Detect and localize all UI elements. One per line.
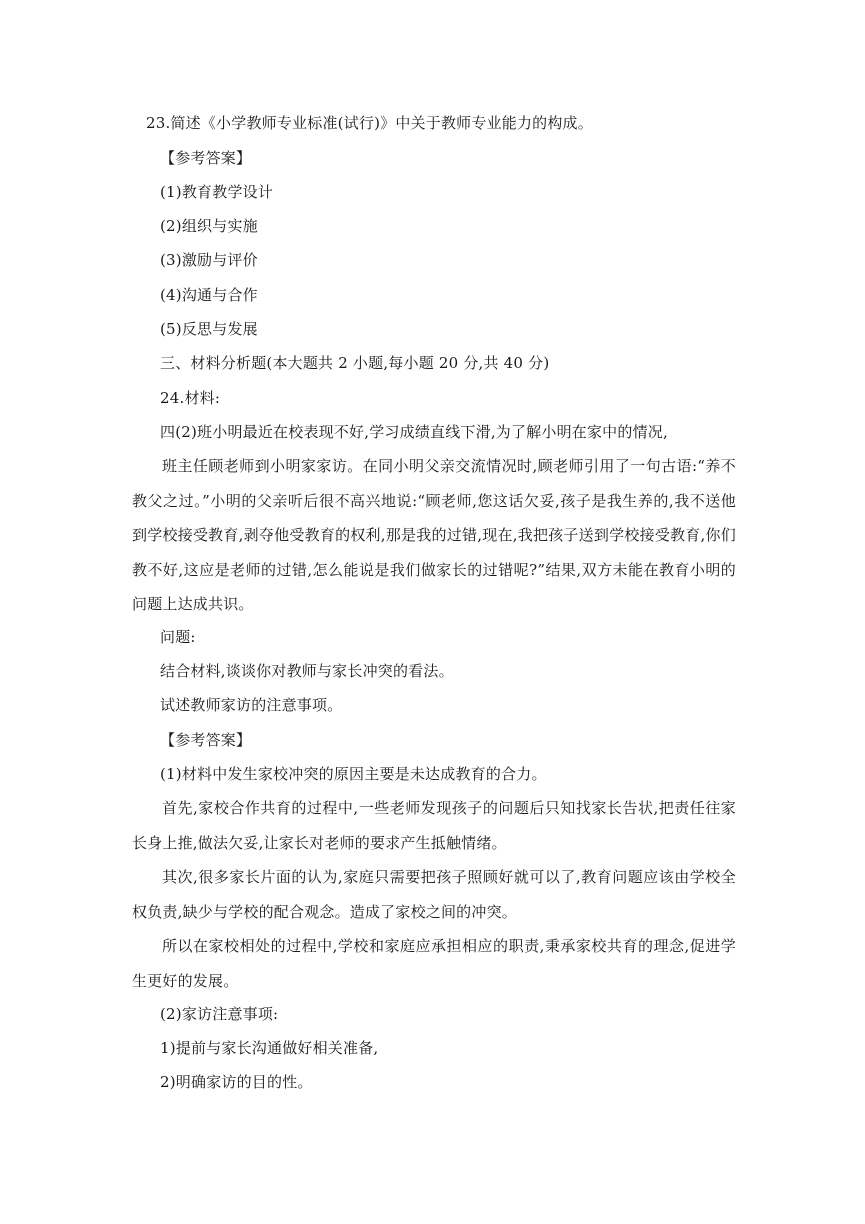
question-item: 结合材料,谈谈你对教师与家长冲突的看法。 [160,662,454,680]
section-heading: 三、材料分析题(本大题共 2 小题,每小题 20 分,共 40 分) [160,354,550,372]
list-item: (5)反思与发展 [160,320,258,338]
answer-1-title: (1)材料中发生家校冲突的原因主要是未达成教育的合力。 [160,765,547,783]
list-item: (2)组织与实施 [160,217,258,235]
list-item: (3)激励与评价 [160,251,258,269]
list-item: 2)明确家访的目的性。 [160,1073,313,1091]
answer-paragraph: 其次,很多家长片面的认为,家庭只需要把孩子照顾好就可以了,教育问题应该由学校全权负责,缺少与学校的配合观念。造成了家校之间的冲突。 [132,868,736,921]
list-item: 1)提前与家长沟通做好相关准备, [160,1039,379,1057]
material-line: 四(2)班小明最近在校表现不好,学习成绩直线下滑,为了解小明在家中的情况, [160,423,668,441]
answer-paragraph: 所以在家校相处的过程中,学校和家庭应承担相应的职责,秉承家校共育的理念,促进学生更好的发展。 [132,937,736,990]
answer-label: 【参考答案】 [160,149,252,167]
question-item: 试述教师家访的注意事项。 [160,696,343,714]
answer-label: 【参考答案】 [160,731,252,749]
answer-paragraph: 首先,家校合作共育的过程中,一些老师发现孩子的问题后只知找家长告状,把责任往家长身上推,做法欠妥,让家长对老师的要求产生抵触情绪。 [132,799,736,852]
answer-2-title: (2)家访注意事项: [160,1005,279,1023]
list-item: (4)沟通与合作 [160,286,258,304]
question-23-title: 23.简述《小学教师专业标准(试行)》中关于教师专业能力的构成。 [146,114,593,132]
list-item: (1)教育教学设计 [160,183,274,201]
material-paragraph: 班主任顾老师到小明家家访。在同小明父亲交流情况时,顾老师引用了一句古语:“养不教父之过。”小明的父亲听后很不高兴地说:“顾老师,您这话欠妥,孩子是我生养的,我不送他到学校接受教育,剥夺他受教育的权利,那是我的过错,现在,我把孩子送到学校接受教育,你们教不好,这应是老师的过错,怎么能说是我们做家长的过错呢?”结果,双方未能在教育小明的问题上达成共识。 [132,457,736,613]
question-label: 问题: [160,628,196,646]
question-24-label: 24.材料: [160,389,221,407]
